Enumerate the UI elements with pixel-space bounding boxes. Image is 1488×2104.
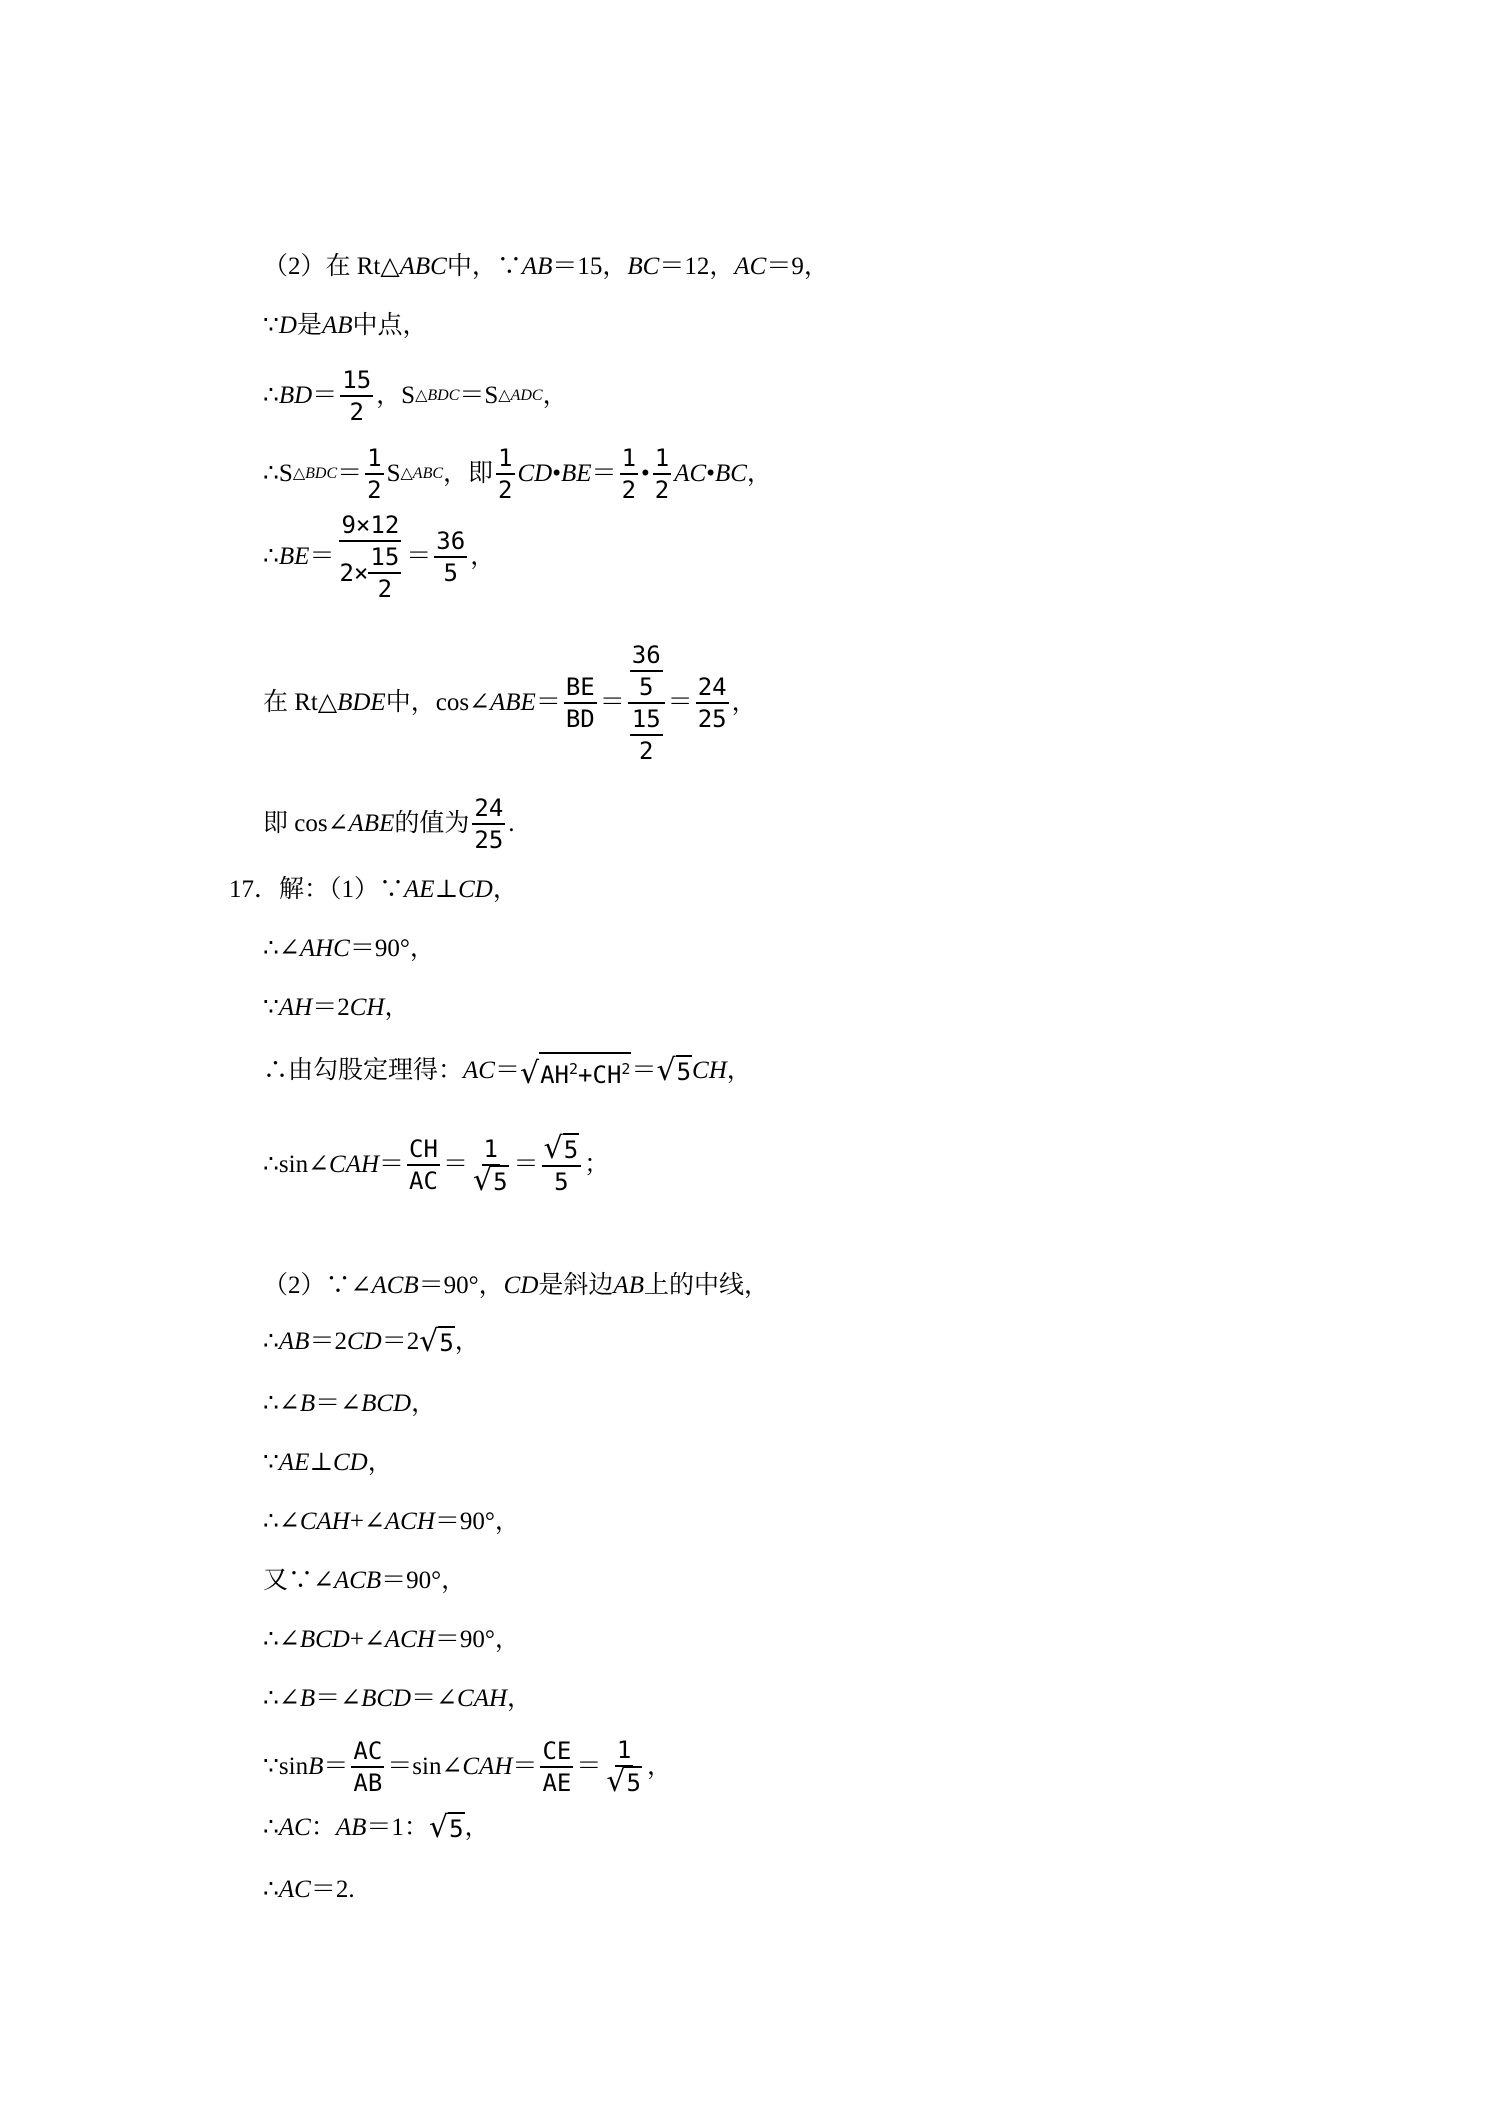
p2-line-3: ∴ BD ＝ $\frac{15}{2}$ ，S △BDC ＝S △ADC ， xyxy=(263,366,568,426)
q17-2-line-5: ∴∠ CAH +∠ ACH ＝90°， xyxy=(263,1508,520,1535)
fraction: $\frac{1}{√5}$ xyxy=(606,1736,641,1799)
q17-2-line-4: ∵ AE ⊥ CD ， xyxy=(263,1449,393,1476)
fraction: $\frac{1}{2}$ xyxy=(498,444,513,504)
fraction: $\frac{AC}{AB}$ xyxy=(353,1736,383,1797)
q17-line-4: ∴由勾股定理得： AC ＝ √ $AH^2+CH^2$ ＝ √ 5 CH ， xyxy=(263,1053,752,1091)
fraction: $\frac{1}{2}$ xyxy=(654,444,670,504)
fraction: $\frac{1}{2}$ xyxy=(367,444,382,504)
fraction: $\frac{BE}{BD}$ xyxy=(565,673,595,733)
q17-2-line-10: ∴ AC ： AB ＝1： √ 5 ， xyxy=(263,1810,490,1845)
p2-line-5: ∴ BE ＝ 9×12 2× $\frac{15}{2}$ ＝ $\frac{36}{5}$ ， xyxy=(263,511,496,603)
p2-line-4: ∴S △BDC ＝ $\frac{1}{2}$ S △ABC ，即 $\frac{1}{2}$ CD • BE ＝ $\frac{1}{2}$ • $\frac{1}{2}$ AC • BC ， xyxy=(263,444,772,504)
fraction: $\frac{1}{√5}$ xyxy=(472,1134,508,1198)
q17-2-line-1: （2）∵∠ ACB ＝90°， CD 是斜边 AB 上的中线， xyxy=(263,1272,769,1299)
q17-2-line-11: ∴ AC ＝2. xyxy=(263,1876,355,1903)
fraction: $\frac{CH}{AC}$ xyxy=(409,1135,438,1195)
p2-line-7: 即 cos∠ ABE 的值为 $\frac{24}{25}$ . xyxy=(263,794,515,854)
p2-line-2: ∵ D 是 AB 中点， xyxy=(263,312,428,339)
q17-2-line-9: ∵sin B ＝ $\frac{AC}{AB}$ ＝sin∠ CAH ＝ $\frac{CE}{AE}$ ＝ $\frac{1}{√5}$ ， xyxy=(263,1736,672,1799)
fraction: $\frac{15}{2}$ xyxy=(631,705,661,765)
sqrt-expression: √ 5 xyxy=(428,1810,464,1845)
q17-2-line-6: 又∵∠ ACB ＝90°， xyxy=(263,1567,467,1594)
fraction: $\frac{36}{5}$ xyxy=(436,527,466,587)
p2-line-6: 在 Rt△ BDE 中，cos∠ ABE ＝ $\frac{BE}{BD}$ ＝ $\frac{\frac{36}{5}}{\frac{15}{2}}$ ＝ $\frac{24}{25}$ ， xyxy=(263,641,757,765)
sqrt-expression: √ 5 xyxy=(419,1324,454,1359)
complex-fraction: 9×12 2× $\frac{15}{2}$ xyxy=(339,511,400,603)
fraction: $\frac{24}{25}$ xyxy=(474,794,504,854)
q17-line-3: ∵ AH ＝2 CH ， xyxy=(263,994,410,1021)
q17-line-1: 17．解：（1）∵ AE ⊥ CD ， xyxy=(229,876,518,903)
complex-fraction xyxy=(628,640,665,766)
fraction: $\frac{15}{2}$ xyxy=(342,366,372,426)
q17-line-2: ∴∠ AHC ＝90°， xyxy=(263,935,435,962)
sqrt-expression: √ 5 xyxy=(656,1053,692,1088)
sqrt-expression: √ $AH^2+CH^2$ xyxy=(520,1052,631,1089)
fraction: √ 5 5 xyxy=(542,1133,582,1197)
q17-2-line-8: ∴∠ B ＝∠ BCD ＝∠ CAH ， xyxy=(263,1685,533,1712)
q17-line-5: ∴sin∠ CAH ＝ $\frac{CH}{AC}$ ＝ $\frac{1}{√5}$ ＝ √ 5 5 ； xyxy=(263,1131,610,1198)
p2-line-1: （2）在 Rt△ ABC 中，∵ AB ＝15， BC ＝12， AC ＝9， xyxy=(263,253,829,280)
fraction: $\frac{15}{2}$ xyxy=(370,543,400,603)
q17-2-line-2: ∴ AB ＝2 CD ＝2 √ 5 ， xyxy=(263,1324,480,1359)
fraction: $\frac{1}{2}$ xyxy=(621,444,637,504)
fraction: $\frac{36}{5}$ xyxy=(631,641,661,701)
q17-2-line-3: ∴∠ B ＝∠ BCD ， xyxy=(263,1390,437,1417)
fraction: $\frac{24}{25}$ xyxy=(697,673,727,733)
q17-2-line-7: ∴∠ BCD +∠ ACH ＝90°， xyxy=(263,1626,520,1653)
fraction: $\frac{CE}{AE}$ xyxy=(542,1736,572,1797)
